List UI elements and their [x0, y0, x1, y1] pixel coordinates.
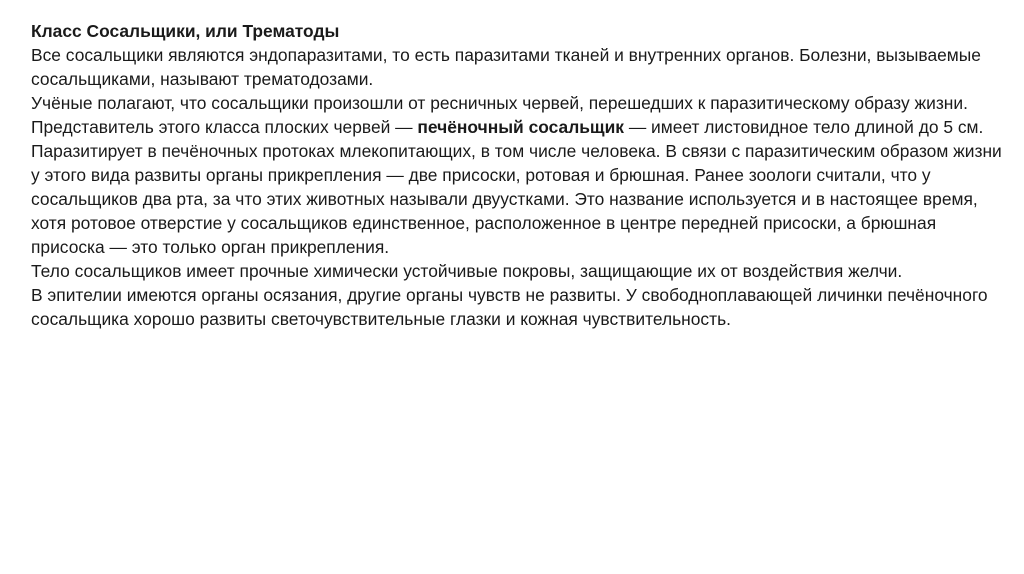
liver-fluke-term: печёночный сосальщик — [417, 117, 624, 137]
document-title: Класс Сосальщики, или Трематоды — [31, 21, 340, 41]
paragraph-liver-fluke — [31, 115, 1006, 259]
paragraph-liver-fluke-body: — имеет листовидное тело длиной до 5 см. Паразитирует в печёночных протоках млекопитающих, в том числе человека. В связи с паразитическим образом жизни у этого вида развиты органы прикрепления — две присоски, ротовая и брюшная. Ранее зоологи считали, что у сосальщиков два рта, за что этих животных называли двуустками. Это название используется и в настоящее время, хотя ротовое отверстие у сосальщиков единственное, расположенное в центре передней присоски, а брюшная присоска — это только орган прикрепления. — [31, 117, 1002, 257]
paragraph-endoparasites: Все сосальщики являются эндопаразитами, то есть паразитами тканей и внутренних органов. Болезни, вызываемые сосальщиками, называют трематодозами. — [31, 45, 981, 89]
text-body — [31, 19, 1006, 331]
paragraph-origin: Учёные полагают, что сосальщики произошли от ресничных червей, перешедших к паразитическому образу жизни. — [31, 93, 968, 113]
paragraph-liver-fluke-intro: Представитель этого класса плоских червей — — [31, 117, 418, 137]
paragraph-senses: В эпителии имеются органы осязания, другие органы чувств не развиты. У свободноплавающей личинки печёночного сосальщика хорошо развиты светочувствительные глазки и кожная чувствительность. — [31, 285, 988, 329]
paragraph-integument: Тело сосальщиков имеет прочные химически устойчивые покровы, защищающие их от воздействия желчи. — [31, 261, 903, 281]
